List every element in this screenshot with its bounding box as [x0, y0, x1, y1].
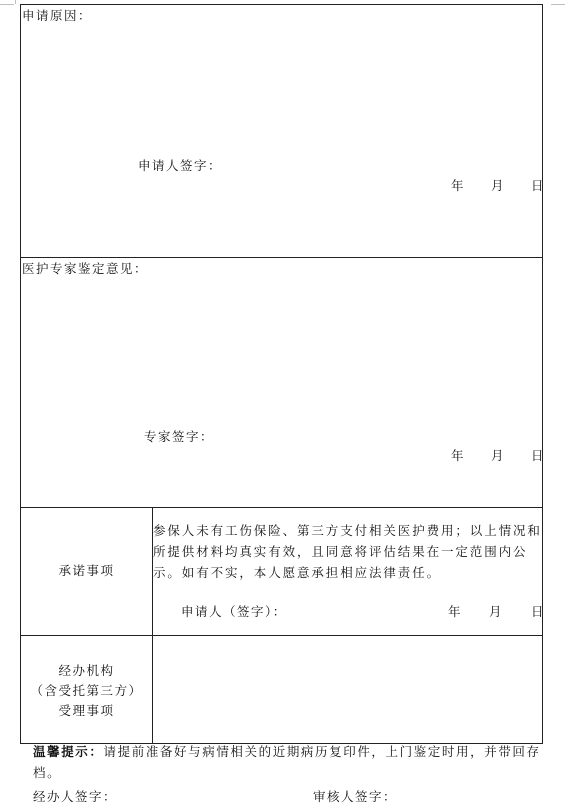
commitment-text: 参保人未有工伤保险、第三方支付相关医护费用；以上情况和所提供材料均真实有效，且同意将评估结果在一定范围内公示。如有不实，本人愿意承担相应法律责任。 [153, 523, 542, 580]
application-reason-label: 申请原因： [22, 8, 93, 23]
agency-label-line2: （含受托第三方） [30, 683, 143, 698]
date-day: 日 [531, 604, 546, 619]
date-month: 月 [491, 178, 506, 193]
date-day: 日 [531, 448, 546, 463]
row-divider [21, 257, 542, 258]
tip-text: 请提前准备好与病情相关的近期病历复印件，上门鉴定时用，并带回存档。 [33, 744, 541, 780]
date-month: 月 [491, 448, 506, 463]
crop-mark-top-left [0, 4, 14, 5]
tip-label: 温馨提示： [33, 744, 104, 759]
applicant-sign-label: 申请人（签字）： [181, 604, 287, 619]
agency-acceptance-field[interactable] [153, 636, 542, 743]
reviewer-signature-label: 审核人签字： [313, 789, 398, 804]
agency-label-line1: 经办机构 [58, 663, 115, 678]
application-form-table [20, 4, 546, 744]
row-divider [21, 507, 542, 508]
date-year: 年 [451, 448, 466, 463]
crop-mark-top-right [551, 4, 565, 5]
date-month: 月 [489, 604, 504, 619]
date-day: 日 [531, 178, 546, 193]
warm-tip [33, 741, 543, 783]
expert-opinion-label: 医护专家鉴定意见： [22, 261, 149, 276]
date-year: 年 [448, 604, 463, 619]
agency-label-line3: 受理事项 [58, 703, 115, 718]
handler-signature-label: 经办人签字： [33, 789, 118, 804]
date-year: 年 [451, 178, 466, 193]
crop-mark-top-mid [15, 0, 16, 4]
expert-signature-label: 专家签字： [144, 429, 215, 444]
commitment-label: 承诺事项 [58, 563, 115, 578]
applicant-signature-label: 申请人签字： [138, 158, 223, 173]
